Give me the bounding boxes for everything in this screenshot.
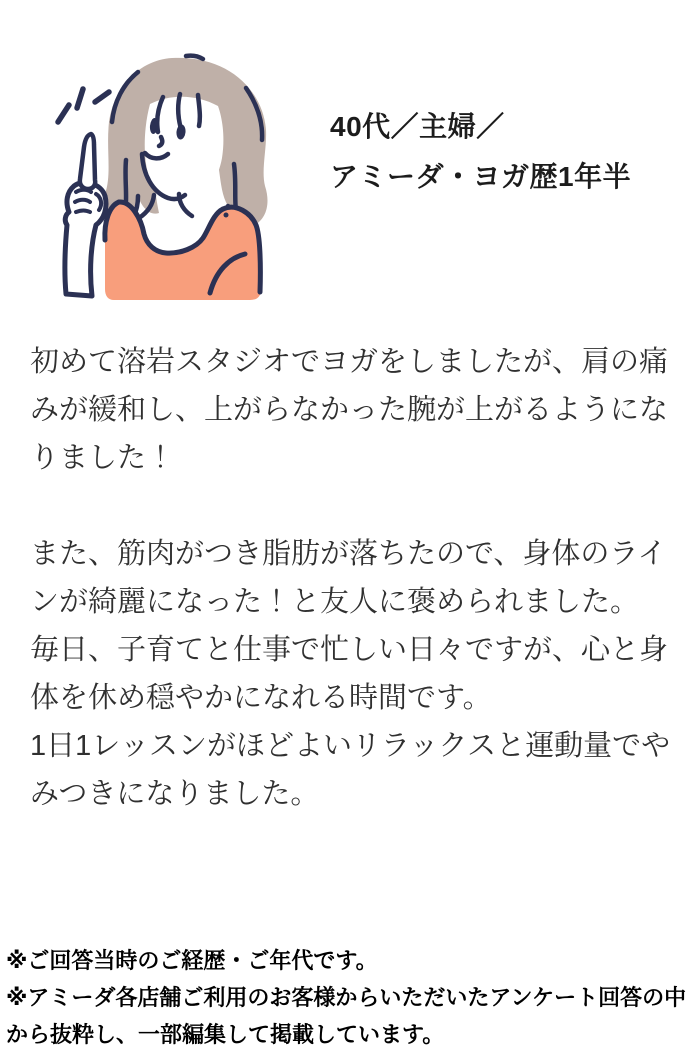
pointing-hand xyxy=(65,134,106,296)
testimonial-paragraph: 1日1レッスンがほどよいリラックスと運動量でやみつきになりました。 xyxy=(30,730,671,810)
profile-heading xyxy=(330,102,631,202)
testimonial-paragraph: また、筋肉がつき脂肪が落ちたので、身体のラインが綺麗になった！と友人に褒められました。 xyxy=(30,538,667,618)
testimonial-paragraph: 毎日、子育てと仕事で忙しい日々ですが、心と身体を休め穏やかになれる時間です。 xyxy=(30,634,669,714)
woman-pointing-illustration xyxy=(38,42,300,310)
shirt xyxy=(105,202,262,300)
profile-line-2: アミーダ・ヨガ歴1年半 xyxy=(330,161,632,192)
face xyxy=(142,97,223,203)
footnotes xyxy=(6,942,694,1053)
profile-line-1: 40代／主婦／ xyxy=(330,111,505,142)
testimonial-paragraph: 初めて溶岩スタジオでヨガをしましたが、肩の痛みが緩和し、上がらなかった腕が上がるようになりました！ xyxy=(30,346,669,474)
footnote-2: ※アミーダ各店舗ご利用のお客様からいただいたアンケート回答の中から抜粋し、一部編集して掲載しています。 xyxy=(6,985,687,1047)
footnote-1: ※ご回答当時のご経歴・ご年代です。 xyxy=(6,948,378,973)
testimonial-text xyxy=(30,338,672,818)
woman-pointing-illustration-svg xyxy=(38,42,300,310)
emphasis-marks-icon xyxy=(58,89,109,122)
